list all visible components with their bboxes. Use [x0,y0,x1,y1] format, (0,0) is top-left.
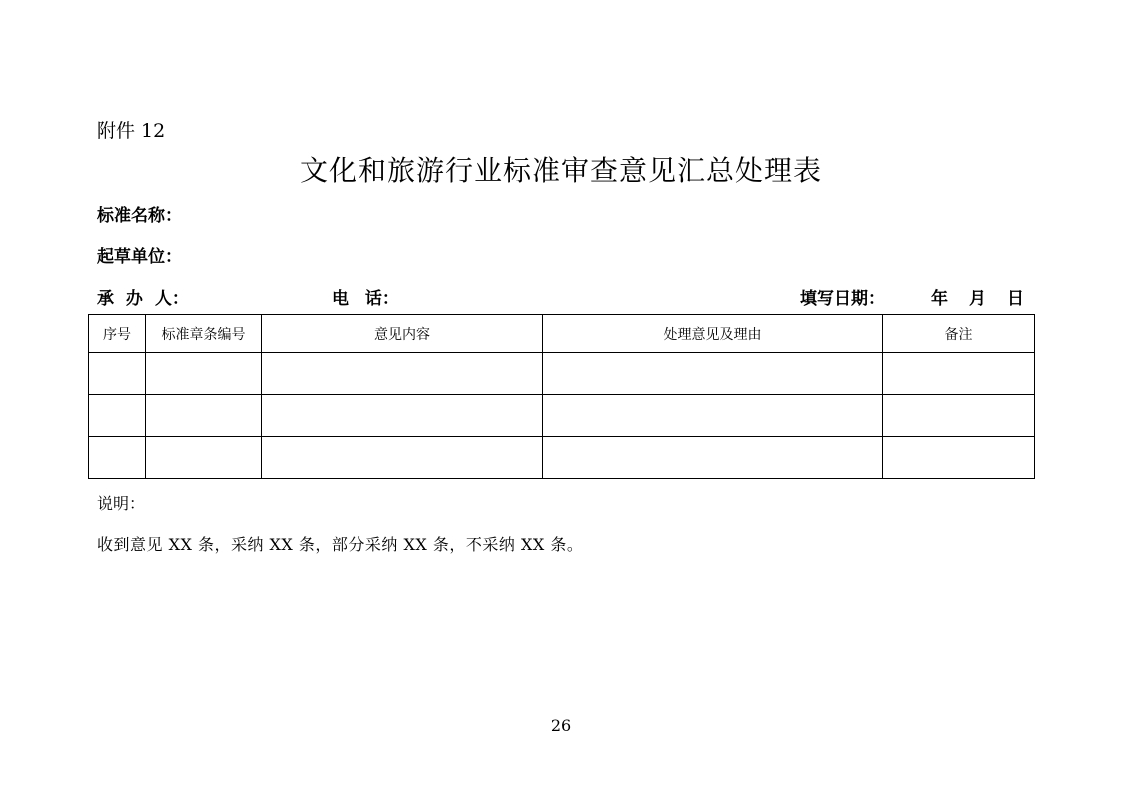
header-opinion-content: 意见内容 [262,315,543,353]
table-cell[interactable] [543,437,883,479]
table-cell[interactable] [883,395,1035,437]
table-cell[interactable] [262,353,543,395]
handler-label: 承 办 人： [97,289,189,309]
header-clause-number: 标准章条编号 [146,315,262,353]
table-cell[interactable] [262,437,543,479]
year-label: 年 [931,289,948,309]
header-handling-reason: 处理意见及理由 [543,315,883,353]
notes-label: 说明： [97,494,146,513]
page-number: 26 [550,716,572,735]
table-cell[interactable] [883,353,1035,395]
table-cell[interactable] [89,437,146,479]
page-title: 文化和旅游行业标准审查意见汇总处理表 [299,154,822,187]
opinion-summary-table [88,314,1035,479]
month-label: 月 [969,289,986,309]
table-row [89,353,1035,395]
attachment-label: 附件 12 [97,120,166,142]
header-serial: 序号 [89,315,146,353]
table-cell[interactable] [262,395,543,437]
table-row [89,437,1035,479]
drafting-unit-label: 起草单位： [97,247,182,267]
phone-label: 电 话： [332,289,399,309]
table-row [89,395,1035,437]
standard-name-label: 标准名称： [97,206,182,226]
table-cell[interactable] [89,395,146,437]
table-header-row [89,315,1035,353]
table-cell[interactable] [146,395,262,437]
header-remarks: 备注 [883,315,1035,353]
table-cell[interactable] [543,395,883,437]
table-cell[interactable] [543,353,883,395]
table-cell[interactable] [883,437,1035,479]
table-cell[interactable] [146,437,262,479]
table-cell[interactable] [146,353,262,395]
notes-text: 收到意见 XX 条，采纳 XX 条，部分采纳 XX 条，不采纳 XX 条。 [97,535,584,554]
fill-date-label: 填写日期： [800,289,885,309]
day-label: 日 [1007,289,1024,309]
table-cell[interactable] [89,353,146,395]
